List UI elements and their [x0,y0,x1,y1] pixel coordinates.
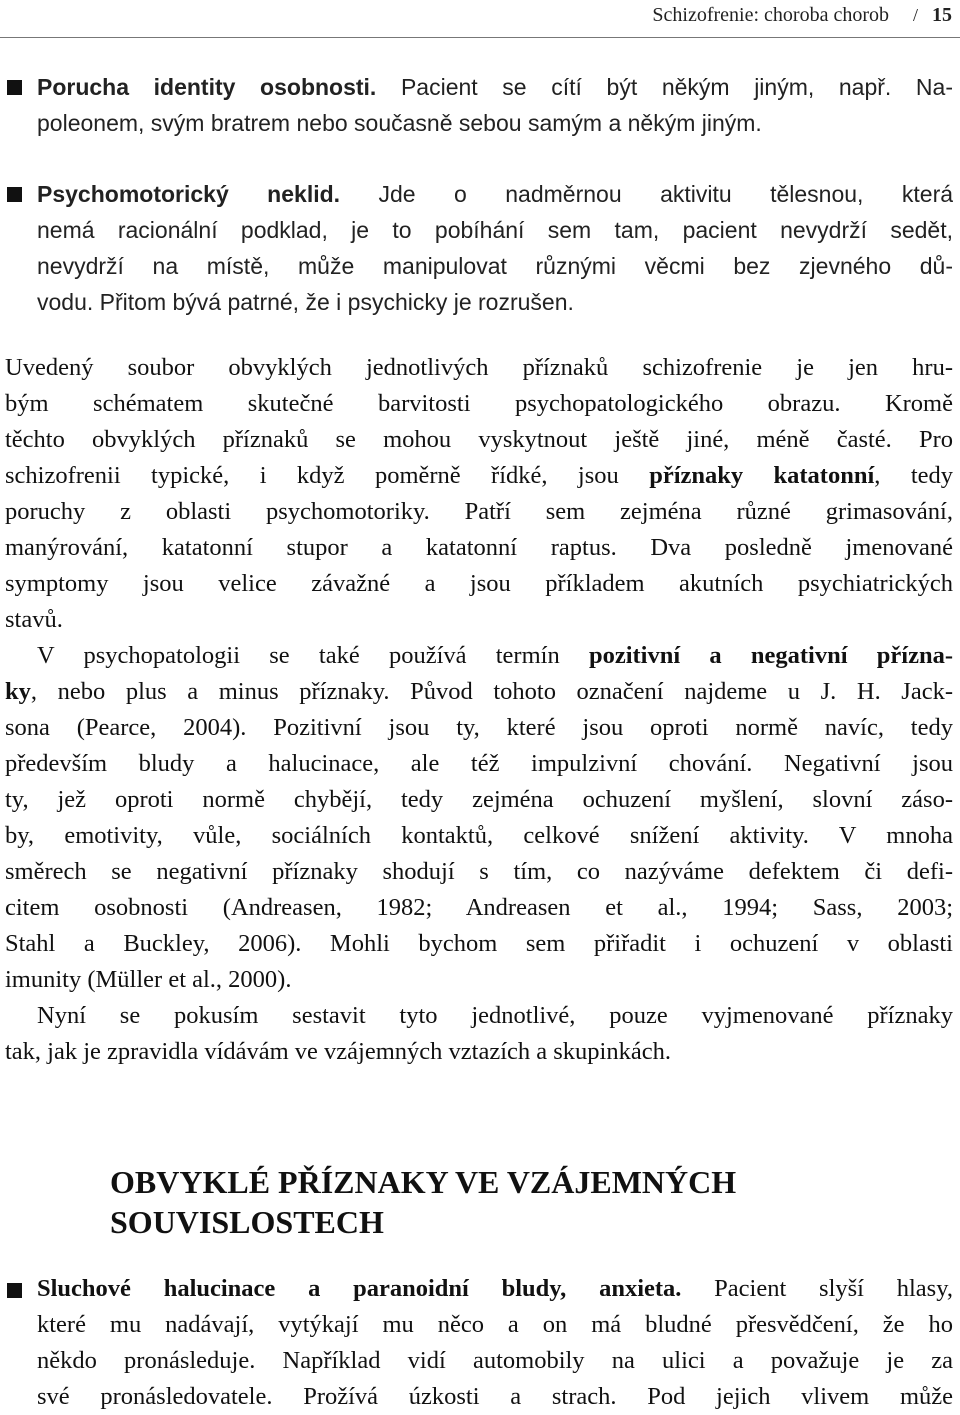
bullet3-text: Pacient slyší hlasy, [714,1275,953,1302]
para2-line6: by, emotivity, vůle, sociálních kontaktů, celkové snížení aktivity. V mnoha [5,822,953,849]
para2-line1-text: V psychopatologii se také používá termín [37,642,560,669]
para2-line8: citem osobnosti (Andreasen, 1982; Andreasen et al., 1994; Sass, 2003; [5,894,953,921]
para2-line10: imunity (Müller et al., 2000). [5,966,292,993]
bullet2-text: Jde o nadměrnou aktivitu tělesnou, která [378,181,953,207]
bullet2-line1 [37,176,953,212]
para2-line5: ty, jež oproti normě chybějí, tedy zejména ochuzení myšlení, slovní záso- [5,786,953,813]
para1-line2: bým schématem skutečné barvitosti psychopatologického obrazu. Kromě [5,390,953,417]
para1-line8: stavů. [5,606,63,633]
running-title: Schizofrenie: choroba chorob [652,4,889,26]
para1-line4 [5,458,953,494]
para1-line5: poruchy z oblasti psychomotoriky. Patří sem zejména různé grimasování, [5,498,953,525]
term-pozitivni-negativni: pozitivní a negativní přízna- [588,642,953,669]
para2-line2-text: , nebo plus a minus příznaky. Původ tohoto označení najdeme u J. H. Jack- [30,678,953,705]
bullet2-line3: nevydrží na místě, může manipulovat různými věcmi bez zjevného dů- [37,253,953,279]
para3-line1: Nyní se pokusím sestavit tyto jednotlivé, pouze vyjmenované příznaky [37,1002,953,1029]
bullet1-text: Pacient se cítí být někým jiným, např. Na- [400,74,953,100]
term-continuation: ky [5,678,31,705]
para2-line4: především bludy a halucinace, ale též impulzivní chování. Negativní jsou [5,750,953,777]
bullet2-line4: vodu. Přitom bývá patrné, že i psychicky je rozrušen. [37,289,574,315]
para2-line7: směrech se negativní příznaky shodují s tím, co nazýváme defektem či defi- [5,858,953,885]
para2-line2 [5,674,953,710]
para1-line7: symptomy jsou velice závažné a jsou příkladem akutních psychiatrických [5,570,953,597]
bullet3-line3: někdo pronásleduje. Například vidí automobily na ulici a považuje je za [37,1347,953,1374]
para2-line3: sona (Pearce, 2004). Pozitivní jsou ty, které jsou oproti normě navíc, tedy [5,714,953,741]
para1-line1: Uvedený soubor obvyklých jednotlivých příznaků schizofrenie je jen hru- [5,354,953,381]
para2-line9: Stahl a Buckley, 2006). Mohli bychom sem přiřadit i ochuzení v oblasti [5,930,953,957]
para3-line2: tak, jak je zpravidla vídávám ve vzájemných vztazích a skupinkách. [5,1038,671,1065]
bullet1-term: Porucha identity osobnosti. [37,74,377,100]
section-heading-line1: OBVYKLÉ PŘÍZNAKY VE VZÁJEMNÝCH [110,1164,737,1200]
bullet3-line4: své pronásledovatele. Prožívá úzkosti a strach. Pod jejich vlivem může [37,1383,953,1410]
bullet-square-icon [7,1283,22,1298]
header-separator: / [912,5,918,25]
para1-line4-tail: , tedy [874,462,953,489]
bullet-square-icon [7,80,22,95]
bullet1-line2: poleonem, svým bratrem nebo současně sebou samým a někým jiným. [37,110,762,136]
para2-line1 [37,638,953,674]
page-number: 15 [932,4,952,26]
section-heading-line2: SOUVISLOSTECH [110,1204,384,1240]
bullet2-term: Psychomotorický neklid. [37,181,341,207]
para1-line6: manýrování, katatonní stupor a katatonní raptus. Dva posledně jmenované [5,534,953,561]
bullet1-line1 [37,69,953,105]
running-header [652,4,952,27]
bullet3-line1 [37,1271,953,1307]
header-rule [0,37,960,38]
bullet3-line2: které mu nadávají, vytýkají mu něco a on má bludné přesvědčení, že ho [37,1311,953,1338]
term-katatonni: příznaky katatonní [649,462,875,489]
bullet-square-icon [7,187,22,202]
bullet2-line2: nemá racionální podklad, je to pobíhání sem tam, pacient nevydrží sedět, [37,217,953,243]
bullet3-term: Sluchové halucinace a paranoidní bludy, anxieta. [37,1275,682,1302]
para1-line3: těchto obvyklých příznaků se mohou vyskytnout ještě jiné, méně časté. Pro [5,426,953,453]
para1-line4-text: schizofrenii typické, i když poměrně řídké, jsou [5,462,619,489]
